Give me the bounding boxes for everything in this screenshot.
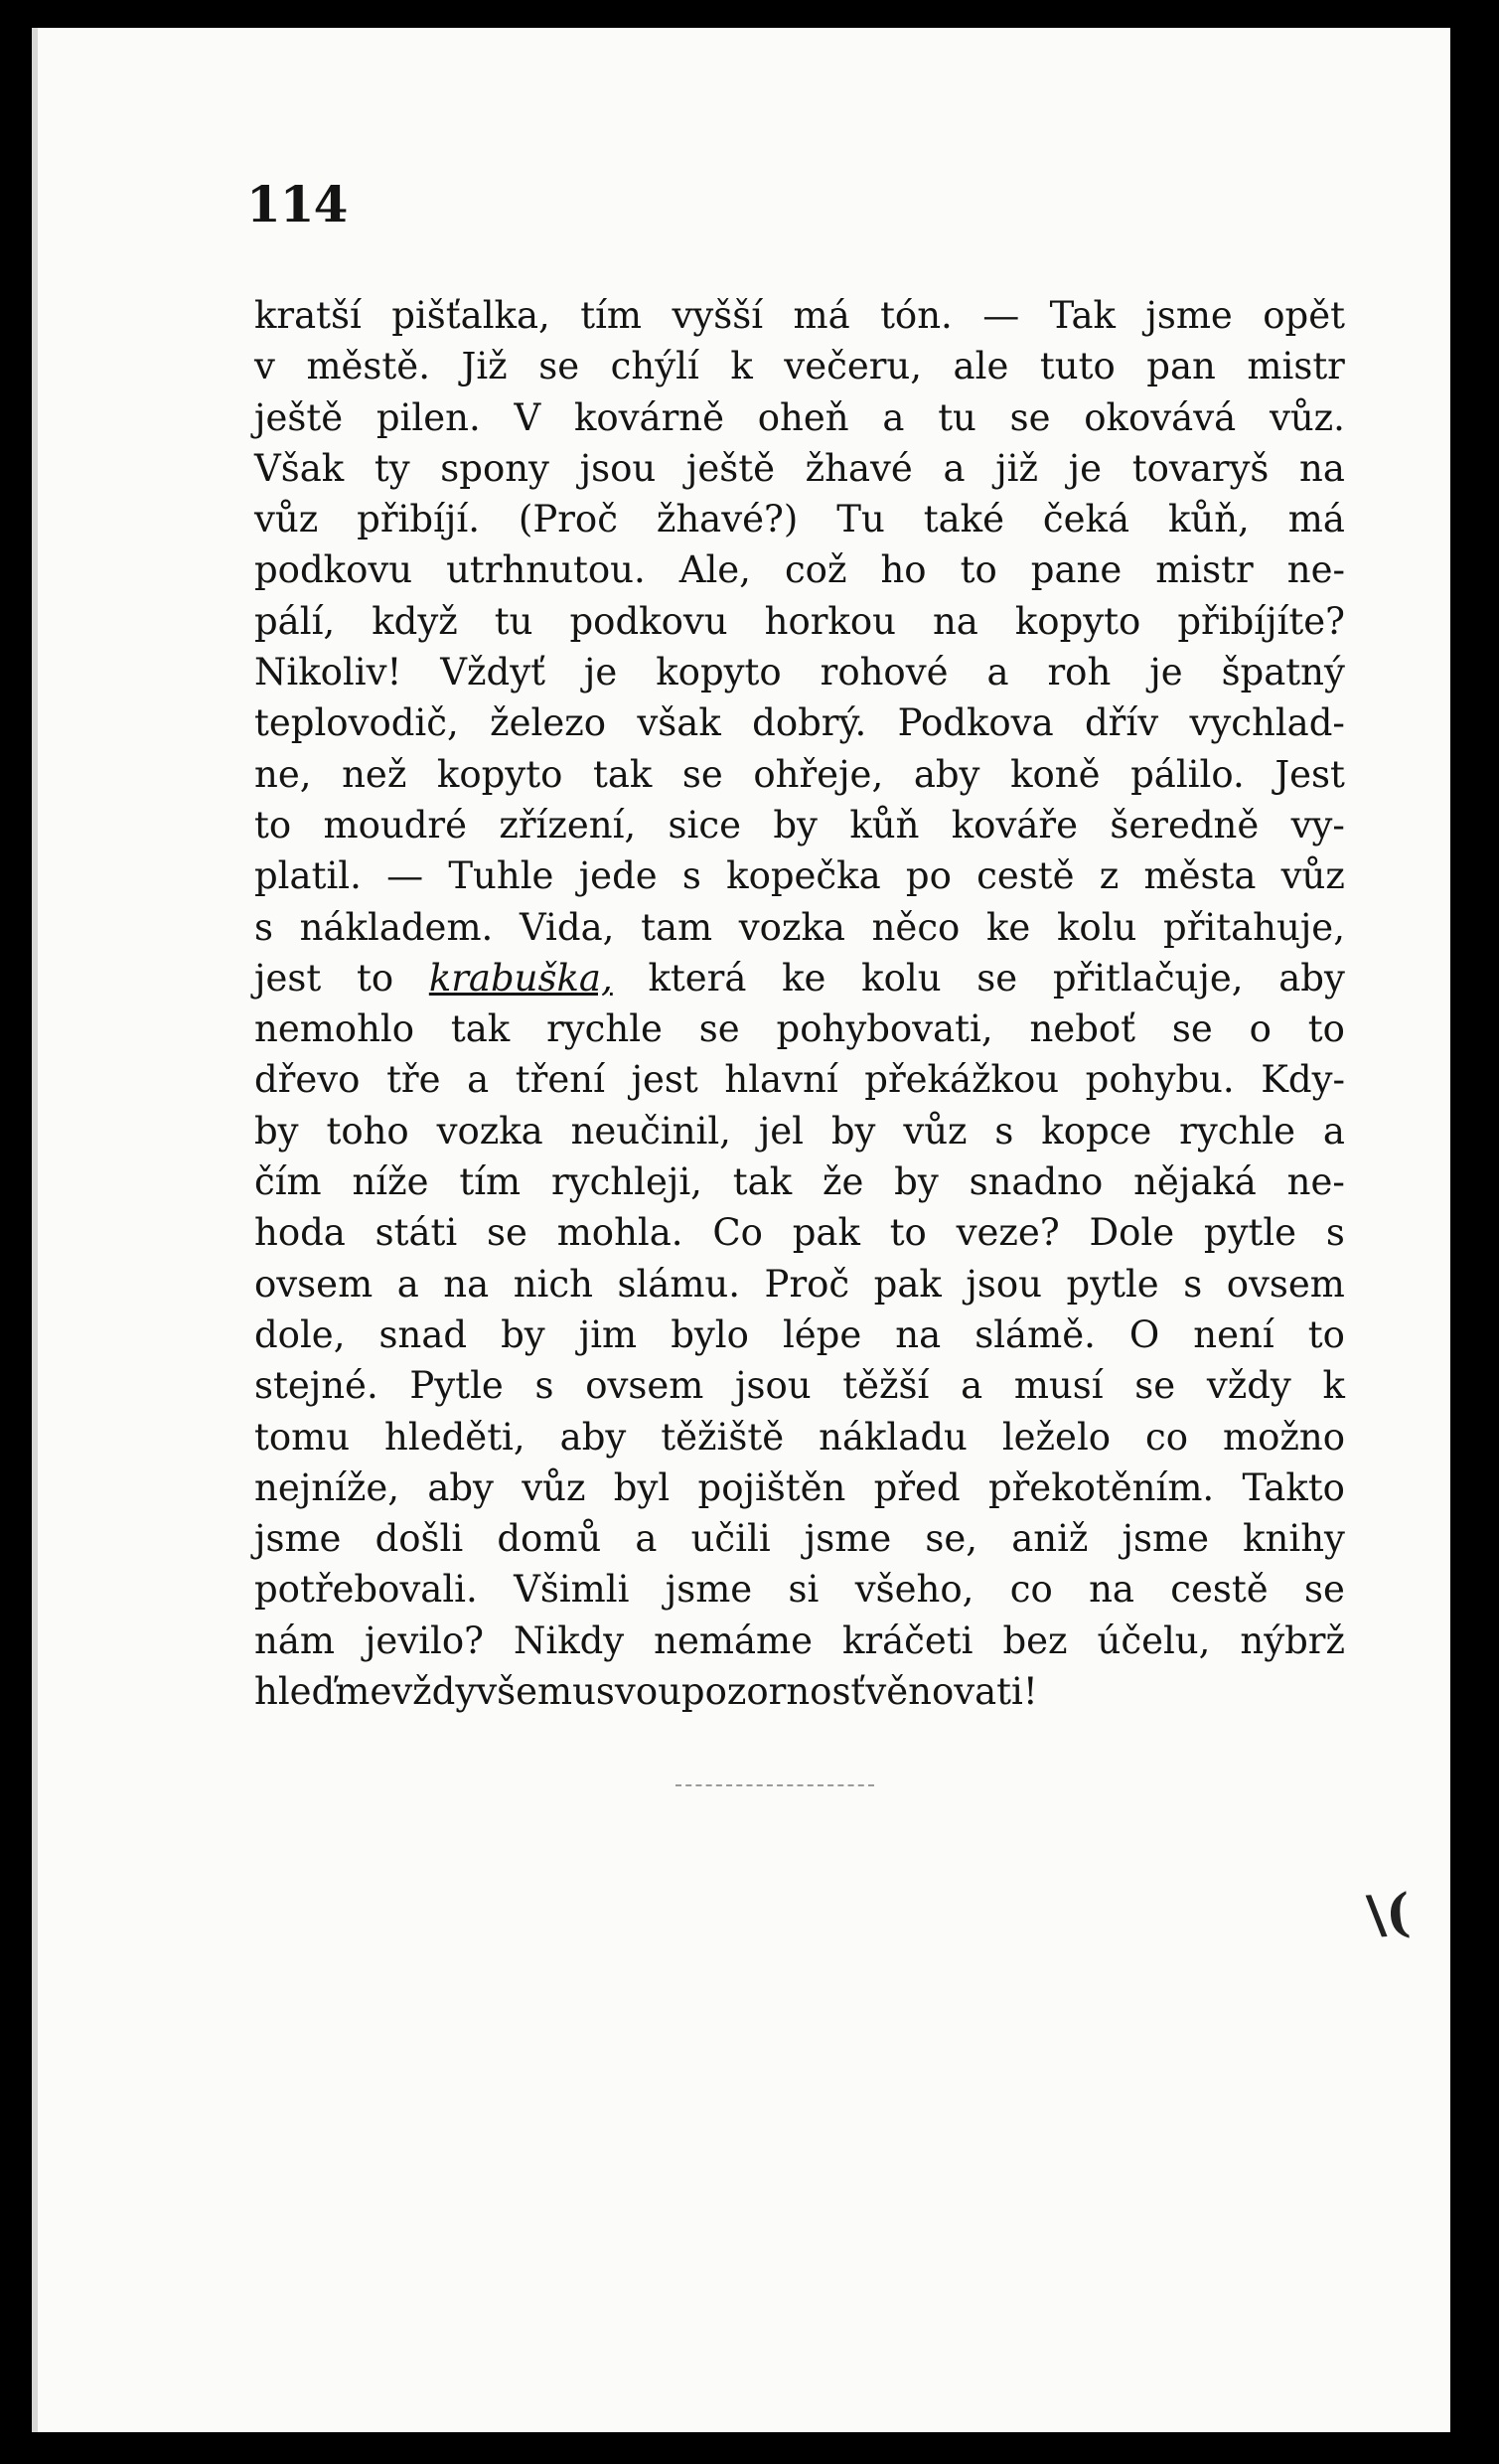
text-line: nemohlo tak rychle se pohybovati, neboť se o to	[254, 1007, 1345, 1051]
text-line: hoda státi se mohla. Co pak to veze? Dole pytle s	[254, 1211, 1345, 1255]
body-text	[254, 290, 1345, 1717]
text-line: hleďme vždy všemu svou pozornosť věnovati!	[254, 1670, 1038, 1714]
text-line: nejníže, aby vůz byl pojištěn před překotěním. Takto	[254, 1465, 1345, 1509]
text-line: dřevo tře a tření jest hlavní překážkou pohybu. Kdy-	[254, 1058, 1345, 1102]
text-line: tomu hleděti, aby těžiště nákladu leželo co možno	[254, 1415, 1345, 1459]
page-number: 114	[246, 175, 348, 233]
text-line: kratší pišťalka, tím vyšší má tón. — Tak jsme opět	[254, 294, 1345, 337]
text-line: Nikoliv! Vždyť je kopyto rohové a roh je špatný	[254, 651, 1345, 694]
text-line: potřebovali. Všimli jsme si všeho, co na cestě se	[254, 1568, 1345, 1612]
text-line: nám jevilo? Nikdy nemáme kráčeti bez účelu, nýbrž	[254, 1618, 1345, 1662]
text-line: čím níže tím rychleji, tak že by snadno nějaká ne-	[254, 1160, 1345, 1204]
text-line: v městě. Již se chýlí k večeru, ale tuto pan mistr	[254, 345, 1345, 388]
text-line: jsme došli domů a učili jsme se, aniž jsme knihy	[254, 1517, 1345, 1561]
stray-ink-mark: \(	[1364, 1882, 1413, 1946]
text-line: teplovodič, železo však dobrý. Podkova dřív vychlad-	[254, 701, 1345, 745]
text-line: ovsem a na nich slámu. Proč pak jsou pytle s ovsem	[254, 1262, 1345, 1306]
section-separator	[675, 1784, 874, 1786]
text-line: podkovu utrhnutou. Ale, což ho to pane mistr ne-	[254, 548, 1345, 592]
text-line: dole, snad by jim bylo lépe na slámě. O není to	[254, 1312, 1345, 1356]
text-line: jest to krabuška, která ke kolu se přitlačuje, aby	[254, 956, 1345, 1000]
text-line: by toho vozka neučinil, jel by vůz s kopce rychle a	[254, 1109, 1345, 1153]
text-line: ještě pilen. V kovárně oheň a tu se okovává vůz.	[254, 395, 1345, 439]
text-line: pálí, když tu podkovu horkou na kopyto přibíjíte?	[254, 599, 1345, 643]
text-line: s nákladem. Vida, tam vozka něco ke kolu přitahuje,	[254, 905, 1345, 949]
text-line: vůz přibíjí. (Proč žhavé?) Tu také čeká kůň, má	[254, 498, 1345, 541]
page-edge-shadow	[32, 28, 38, 2432]
text-line: platil. — Tuhle jede s kopečka po cestě z města vůz	[254, 854, 1345, 898]
text-line: Však ty spony jsou ještě žhavé a již je tovaryš na	[254, 446, 1345, 490]
text-line: to moudré zřízení, sice by kůň kováře šeredně vy-	[254, 803, 1345, 847]
text-line: stejné. Pytle s ovsem jsou těžší a musí se vždy k	[254, 1364, 1345, 1408]
text-line: ne, než kopyto tak se ohřeje, aby koně pálilo. Jest	[254, 752, 1345, 796]
